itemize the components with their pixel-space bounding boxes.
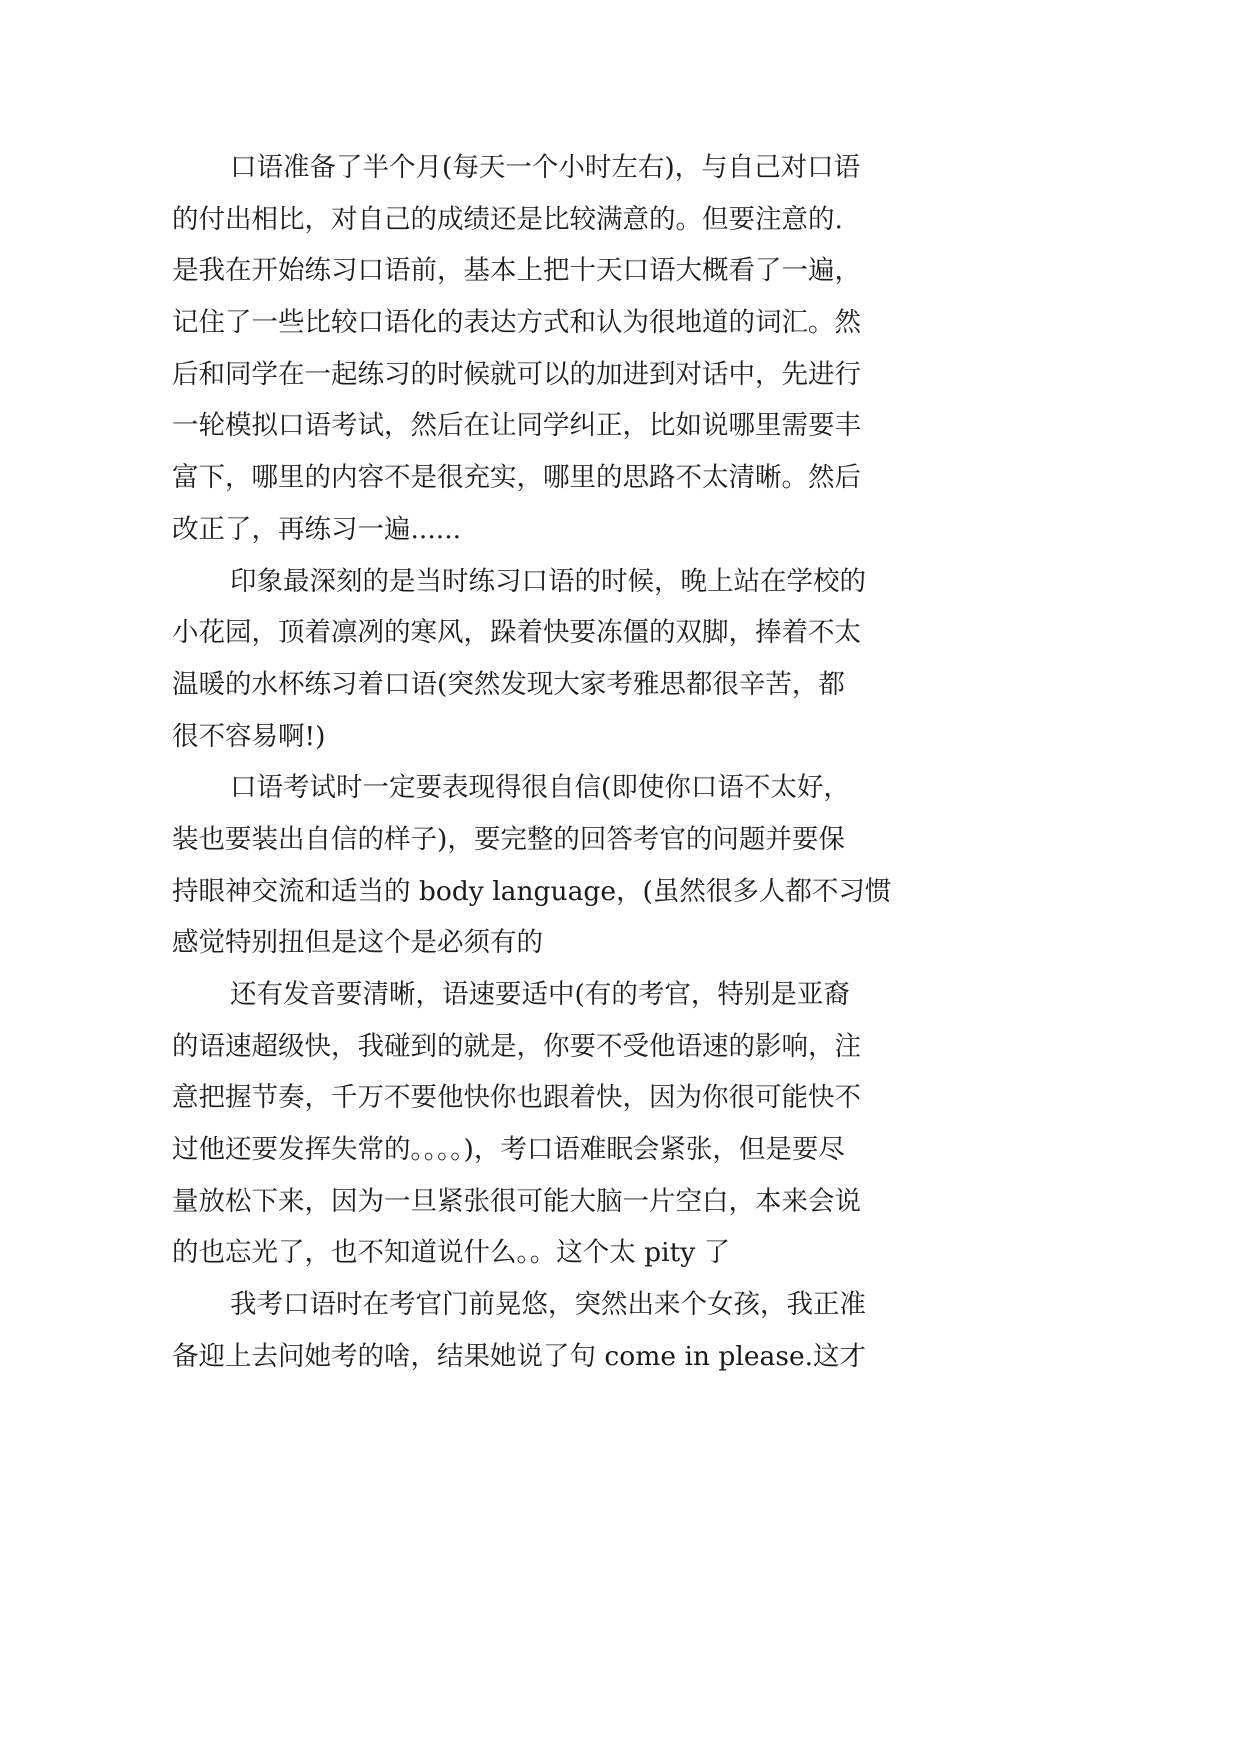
text-line: 一轮模拟口语考试，然后在让同学纠正，比如说哪里需要丰: [172, 410, 861, 442]
paragraph-2: [172, 556, 972, 763]
text-line: 感觉特别扭但是这个是必须有的: [172, 927, 543, 959]
text-line: 是我在开始练习口语前，基本上把十天口语大概看了一遍，: [172, 255, 861, 287]
paragraph-1: [172, 142, 972, 556]
text-line: 富下，哪里的内容不是很充实，哪里的思路不太清晰。然后: [172, 462, 861, 494]
text-line: 备迎上去问她考的啥，结果她说了句 come in please.这才: [172, 1340, 867, 1372]
text-line: 持眼神交流和适当的 body language，(虽然很多人都不习惯: [172, 875, 892, 907]
text-line: 还有发音要清晰，语速要适中(有的考官，特别是亚裔: [230, 979, 850, 1010]
text-line: 很不容易啊!): [172, 720, 326, 752]
text-line: 我考口语时在考官门前晃悠，突然出来个女孩，我正准: [230, 1289, 866, 1321]
text-line: 装也要装出自信的样子)，要完整的回答考官的问题并要保: [172, 823, 845, 855]
paragraph-3: [172, 762, 972, 969]
text-line: 口语准备了半个月(每天一个小时左右)，与自己对口语: [230, 152, 861, 183]
paragraph-4: [172, 969, 972, 1279]
text-line: 的也忘光了，也不知道说什么。。这个太 pity 了: [172, 1237, 731, 1269]
text-line: 的付出相比，对自己的成绩还是比较满意的。但要注意的.: [172, 203, 843, 235]
text-line: 改正了，再练习一遍......: [172, 513, 462, 545]
text-line: 记住了一些比较口语化的表达方式和认为很地道的词汇。然: [172, 307, 861, 339]
text-line: 印象最深刻的是当时练习口语的时候，晚上站在学校的: [230, 565, 866, 597]
text-line: 口语考试时一定要表现得很自信(即使你口语不太好，: [230, 772, 850, 804]
text-line: 温暖的水杯练习着口语(突然发现大家考雅思都很辛苦，都: [172, 668, 845, 700]
text-line: 的语速超级快，我碰到的就是，你要不受他语速的影响，注: [172, 1030, 861, 1062]
text-line: 量放松下来，因为一旦紧张很可能大脑一片空白，本来会说: [172, 1185, 861, 1217]
text-line: 后和同学在一起练习的时候就可以的加进到对话中，先进行: [172, 358, 861, 390]
document-body: [172, 142, 972, 1383]
text-line: 过他还要发挥失常的。。。。)，考口语难眠会紧张，但是要尽: [172, 1134, 845, 1166]
paragraph-5: [172, 1279, 972, 1382]
text-line: 意把握节奏，千万不要他快你也跟着快，因为你很可能快不: [172, 1082, 861, 1114]
text-line: 小花园，顶着凛冽的寒风，跺着快要冻僵的双脚，捧着不太: [172, 617, 861, 649]
